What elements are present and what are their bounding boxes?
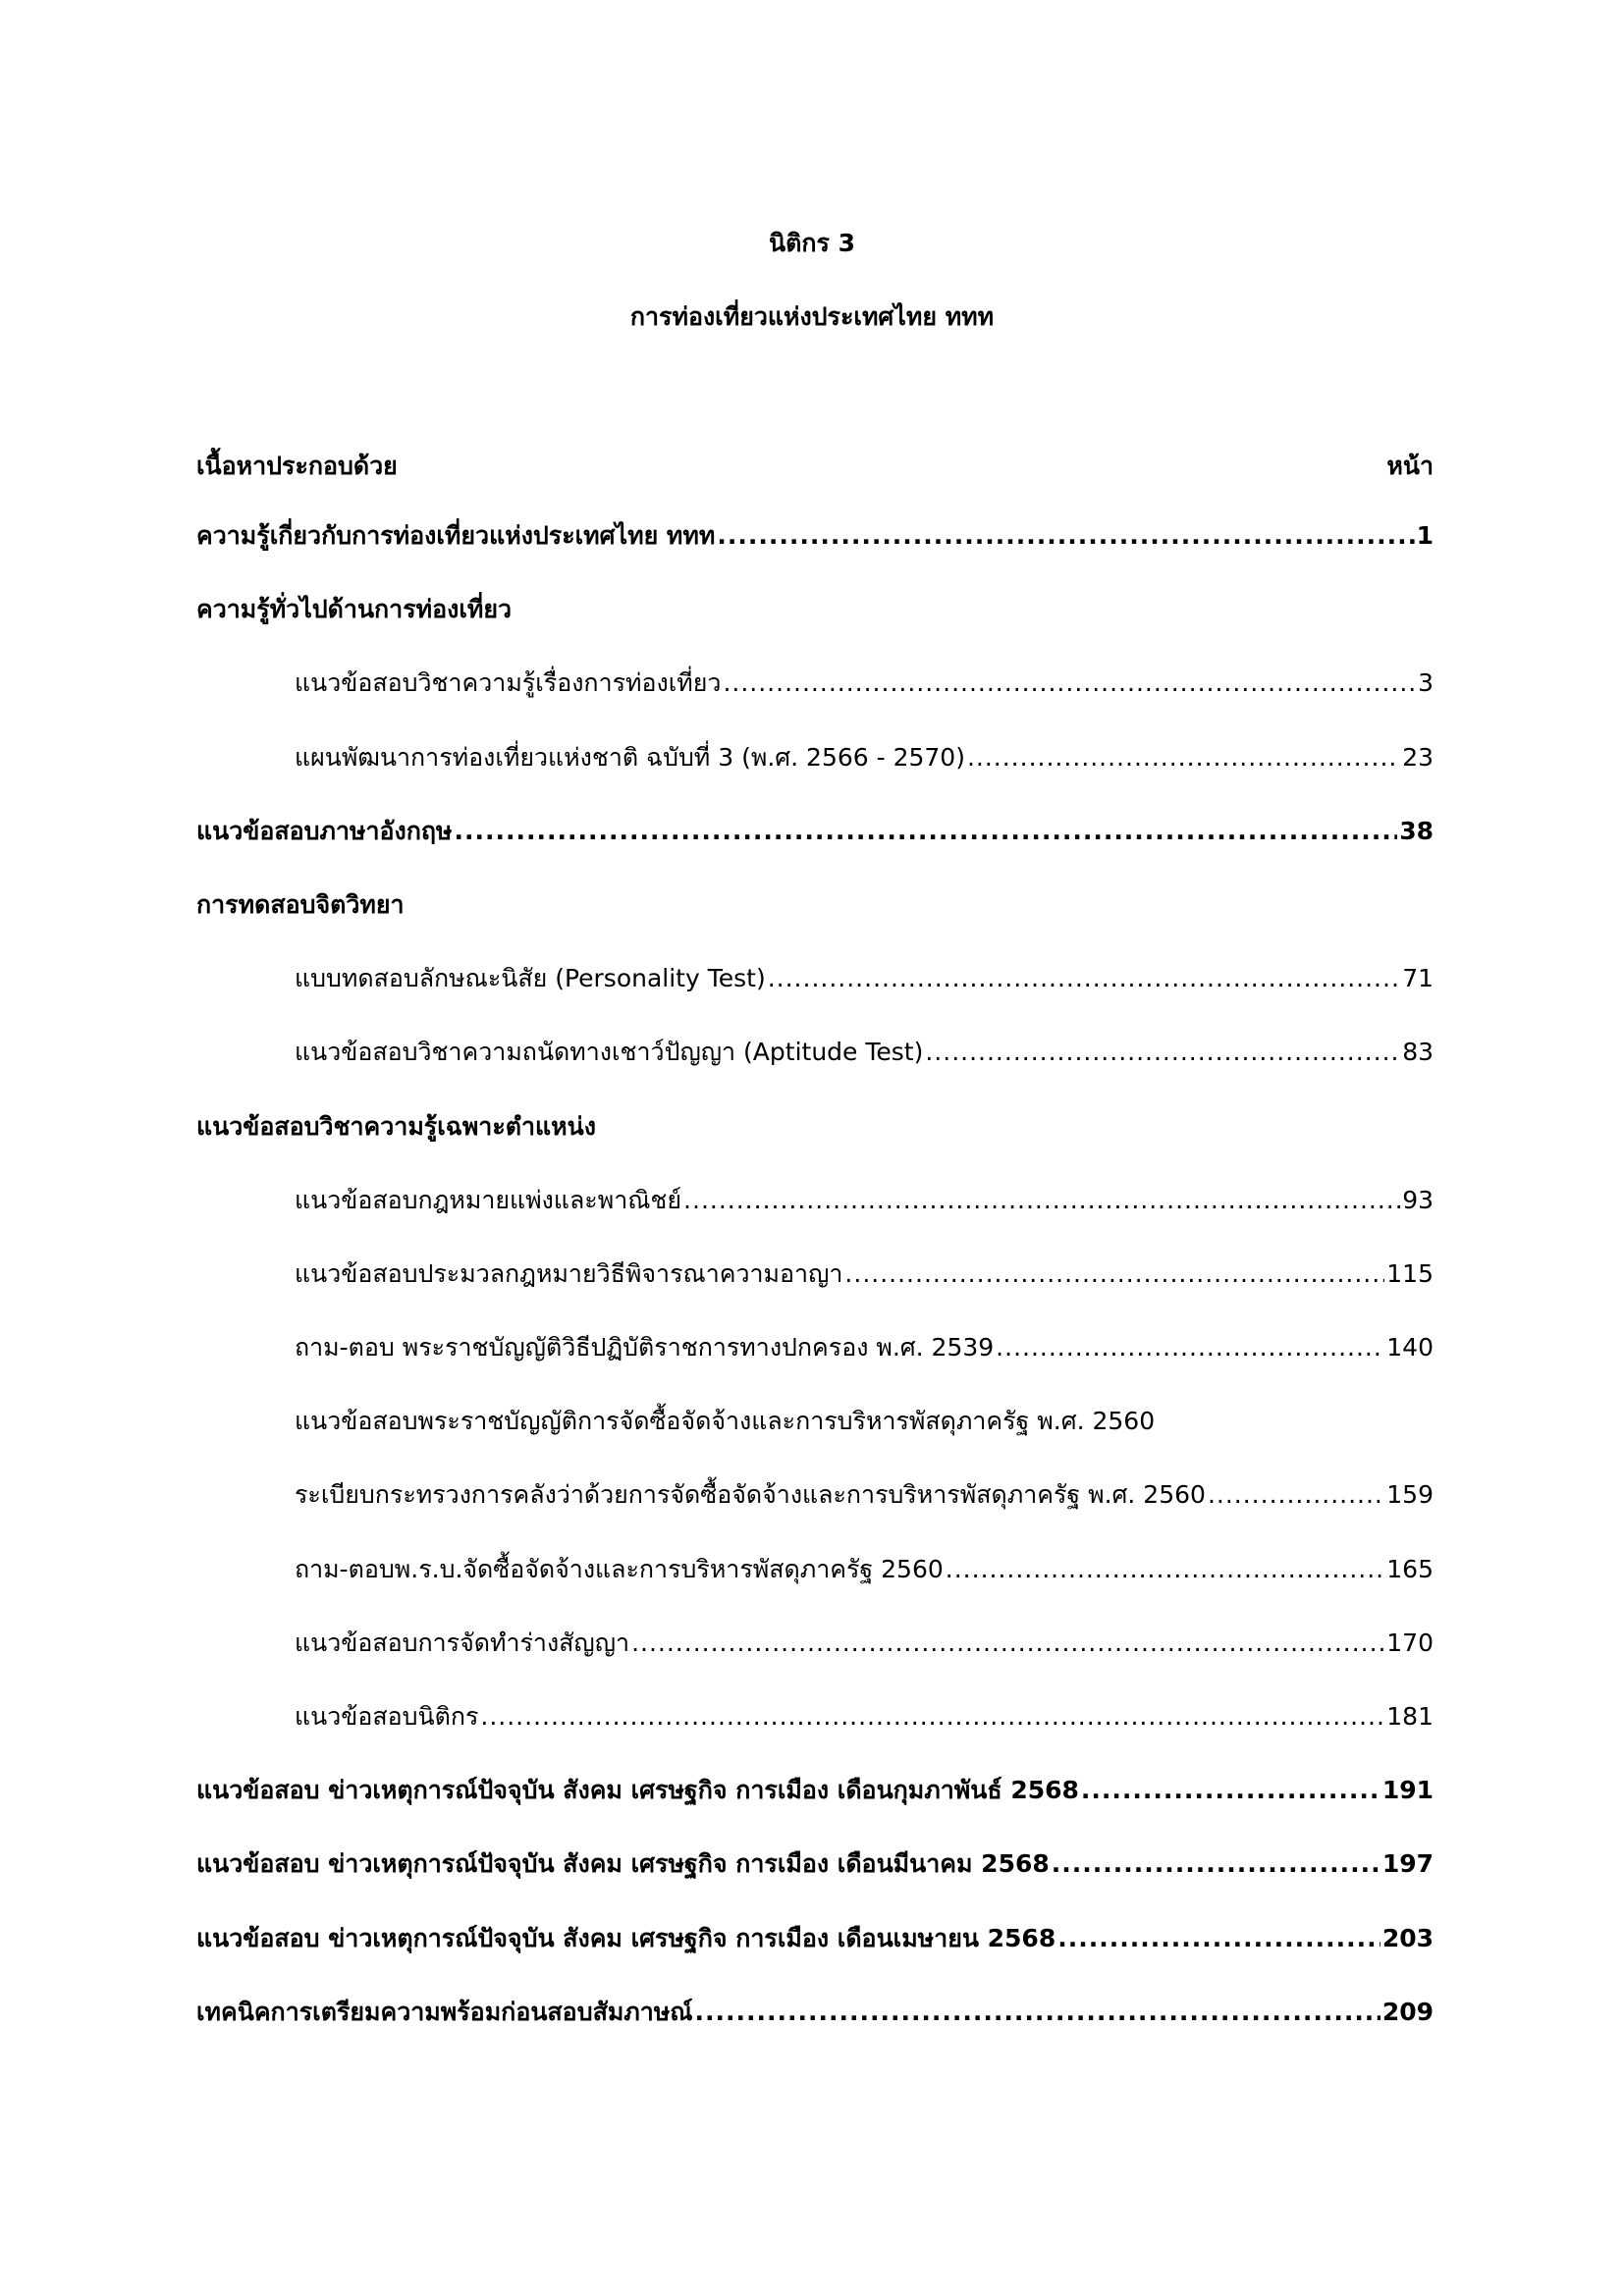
toc-entry-text: แนวข้อสอบนิติกร [295,1702,479,1731]
toc-entry [196,1921,1434,1995]
toc-subentry [196,740,1434,814]
toc-entry [196,814,1434,887]
toc-dot-leader [768,961,1400,996]
toc-dot-leader [631,1626,1384,1661]
toc-entry-text: แนวข้อสอบพระราชบัญญัติการจัดซื้อจัดจ้างและการบริหารพัสดุภาครัฐ พ.ศ. 2560 [295,1407,1156,1436]
table-of-contents [196,518,1434,2068]
toc-dot-leader [683,1183,1400,1218]
toc-dot-leader [695,1995,1380,2030]
toc-dot-leader [925,1035,1400,1070]
toc-page-number: 38 [1399,816,1434,845]
toc-header-contents-label: เนื้อหาประกอบด้วย [196,452,398,480]
toc-entry [196,518,1434,592]
toc-entry-text: ความรู้ทั่วไปด้านการท่องเที่ยว [196,595,513,624]
toc-entry [196,592,1434,666]
toc-entry [196,1109,1434,1183]
toc-entry [196,887,1434,961]
toc-entry-text: ความรู้เกี่ยวกับการท่องเที่ยวแห่งประเทศไทย ททท [196,521,716,550]
toc-subentry [196,1330,1434,1404]
toc-subentry [196,1552,1434,1626]
document-title: นิติกร 3 [769,229,855,257]
toc-subentry [196,1183,1434,1256]
toc-page-number: 71 [1402,964,1434,993]
toc-subentry [196,1626,1434,1699]
toc-dot-leader [1081,1773,1380,1808]
toc-entry-text: เทคนิคการเตรียมความพร้อมก่อนสอบสัมภาษณ์ [196,1997,693,2026]
toc-entry-text: แนวข้อสอบวิชาความรู้เฉพาะตำแหน่ง [196,1111,596,1141]
toc-dot-leader [996,1330,1384,1365]
toc-page-number: 1 [1416,521,1434,550]
toc-entry-text: แบบทดสอบลักษณะนิสัย (Personality Test) [295,964,766,993]
toc-subentry [196,1477,1434,1551]
toc-page-number: 115 [1386,1258,1434,1288]
toc-dot-leader [946,1552,1385,1587]
toc-page-number: 23 [1402,742,1434,772]
toc-entry-text: แนวข้อสอบวิชาความรู้เรื่องการท่องเที่ยว [295,668,722,698]
document-subtitle: การท่องเที่ยวแห่งประเทศไทย ททท [629,302,995,331]
toc-entry-text: ถาม-ตอบพ.ร.บ.จัดซื้อจัดจ้างและการบริหารพัสดุภาครัฐ 2560 [295,1554,944,1583]
toc-subentry [196,961,1434,1035]
toc-dot-leader [844,1256,1384,1292]
toc-page-number: 159 [1386,1480,1434,1510]
toc-entry-text: แนวข้อสอบประมวลกฎหมายวิธีพิจารณาความอาญา [295,1258,843,1288]
toc-entry-text: แผนพัฒนาการท่องเที่ยวแห่งชาติ ฉบับที่ 3 (พ.ศ. 2566 - 2570) [295,742,965,772]
toc-page-number: 181 [1386,1702,1434,1731]
toc-dot-leader [1208,1477,1384,1513]
toc-entry-text: แนวข้อสอบภาษาอังกฤษ [196,816,453,845]
toc-entry-text: ถาม-ตอบ พระราชบัญญัติวิธีปฏิบัติราชการทางปกครอง พ.ศ. 2539 [295,1333,995,1362]
toc-dot-leader [967,740,1400,775]
toc-page-number: 170 [1386,1628,1434,1657]
toc-dot-leader [455,814,1398,849]
toc-entry [196,1773,1434,1846]
toc-dot-leader [717,518,1414,554]
toc-subentry [196,666,1434,739]
toc-header [196,447,1434,486]
toc-entry-text: แนวข้อสอบ ข่าวเหตุการณ์ปัจจุบัน สังคม เศรษฐกิจ การเมือง เดือนเมษายน 2568 [196,1923,1056,1952]
toc-page-number: 83 [1402,1038,1434,1067]
toc-subentry [196,1699,1434,1773]
toc-page-number: 191 [1381,1776,1434,1805]
toc-subentry [196,1035,1434,1108]
toc-entry-text: ระเบียบกระทรวงการคลังว่าด้วยการจัดซื้อจัดจ้างและการบริหารพัสดุภาครัฐ พ.ศ. 2560 [295,1480,1206,1510]
toc-entry-text: แนวข้อสอบวิชาความถนัดทางเชาว์ปัญญา (Aptitude Test) [295,1038,924,1067]
toc-page-number: 140 [1386,1333,1434,1362]
toc-entry-text: การทดสอบจิตวิทยา [196,889,405,919]
toc-header-page-label: หน้า [1386,452,1434,480]
toc-subentry [196,1256,1434,1330]
toc-entry-text: แนวข้อสอบการจัดทำร่างสัญญา [295,1628,630,1657]
toc-entry-text: แนวข้อสอบกฎหมายแพ่งและพาณิชย์ [295,1185,682,1214]
toc-page-number: 209 [1381,1997,1434,2026]
toc-entry [196,1846,1434,1920]
toc-entry-text: แนวข้อสอบ ข่าวเหตุการณ์ปัจจุบัน สังคม เศรษฐกิจ การเมือง เดือนกุมภาพันธ์ 2568 [196,1776,1079,1805]
toc-page-number: 93 [1402,1185,1434,1214]
toc-dot-leader [480,1699,1384,1735]
toc-dot-leader [1057,1921,1380,1956]
toc-page-number: 3 [1418,668,1434,698]
toc-dot-leader [723,666,1416,701]
toc-page-number: 165 [1386,1554,1434,1583]
toc-page-number: 197 [1381,1849,1434,1879]
toc-entry [196,1995,1434,2068]
toc-subentry [196,1404,1434,1477]
toc-page-number: 203 [1381,1923,1434,1952]
toc-dot-leader [1052,1846,1380,1882]
toc-entry-text: แนวข้อสอบ ข่าวเหตุการณ์ปัจจุบัน สังคม เศรษฐกิจ การเมือง เดือนมีนาคม 2568 [196,1849,1050,1879]
